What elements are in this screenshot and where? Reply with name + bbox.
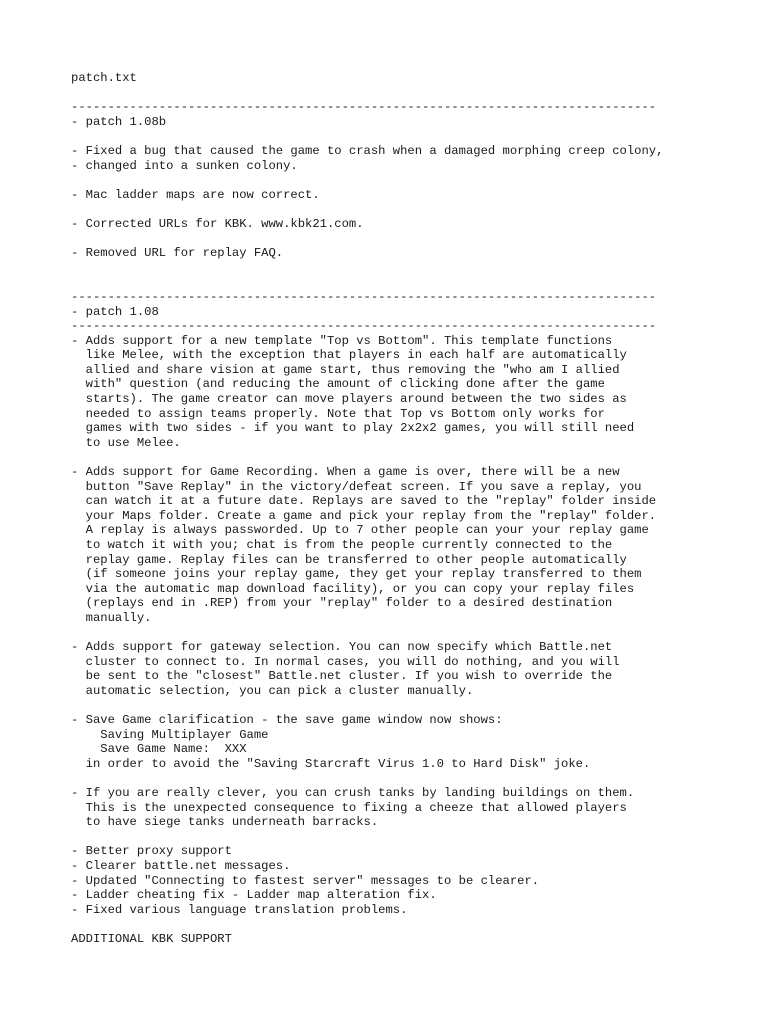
text-line: with" question (and reducing the amount of clicking done after the game — [71, 377, 605, 392]
text-line: games with two sides - if you want to play 2x2x2 games, you will still need — [71, 421, 635, 436]
text-line: cluster to connect to. In normal cases, you will do nothing, and you will — [71, 654, 620, 669]
text-line — [71, 917, 751, 932]
patch-notes-document — [71, 71, 751, 947]
text-line: can watch it at a future date. Replays are saved to the "replay" folder inside — [71, 494, 657, 509]
text-line: - Ladder cheating fix - Ladder map alteration fix. — [71, 888, 437, 903]
text-line — [71, 772, 751, 787]
text-line: A replay is always passworded. Up to 7 other people can your your replay game — [71, 523, 649, 538]
text-line: - Corrected URLs for KBK. www.kbk21.com. — [71, 216, 364, 231]
text-line: -------------------------------------------------------------------------------- — [71, 100, 657, 115]
text-line: (if someone joins your replay game, they get your replay transferred to them — [71, 567, 642, 582]
text-line: replay game. Replay files can be transferred to other people automatically — [71, 552, 627, 567]
text-line — [71, 173, 751, 188]
text-line: - patch 1.08 — [71, 304, 159, 319]
text-line: Save Game Name: XXX — [71, 742, 247, 757]
text-line: needed to assign teams properly. Note that Top vs Bottom only works for — [71, 406, 605, 421]
text-line: to watch it with you; chat is from the people currently connected to the — [71, 538, 613, 552]
text-line: to use Melee. — [71, 435, 181, 450]
text-line: - Save Game clarification - the save game window now shows: — [71, 713, 503, 728]
text-line: Saving Multiplayer Game — [71, 727, 269, 742]
text-line: starts). The game creator can move players around between the two sides as — [71, 392, 627, 407]
text-line: button "Save Replay" in the victory/defeat screen. If you save a replay, you — [71, 479, 642, 494]
text-line: be sent to the "closest" Battle.net cluster. If you wish to override the — [71, 669, 613, 684]
text-line — [71, 626, 751, 641]
text-line — [71, 261, 751, 276]
text-line: via the automatic map download facility), or you can copy your replay files — [71, 581, 635, 596]
text-line: (replays end in .REP) from your "replay" folder to a desired destination — [71, 596, 613, 611]
text-line: This is the unexpected consequence to fixing a cheeze that allowed players — [71, 800, 627, 815]
text-line — [71, 830, 751, 845]
text-line — [71, 450, 751, 465]
text-line: - patch 1.08b — [71, 114, 167, 129]
text-line: - Fixed a bug that caused the game to crash when a damaged morphing creep colony, — [71, 143, 664, 158]
text-line: - Clearer battle.net messages. — [71, 859, 291, 874]
text-line: patch.txt — [71, 71, 137, 85]
text-line: -------------------------------------------------------------------------------- — [71, 289, 657, 304]
text-line: your Maps folder. Create a game and pick your replay from the "replay" folder. — [71, 508, 657, 523]
text-line: ADDITIONAL KBK SUPPORT — [71, 932, 232, 947]
text-line: manually. — [71, 610, 152, 625]
text-line: - Adds support for Game Recording. When a game is over, there will be a new — [71, 465, 620, 480]
text-line: like Melee, with the exception that players in each half are automatically — [71, 348, 627, 363]
text-line — [71, 699, 751, 714]
text-line: allied and share vision at game start, thus removing the "who am I allied — [71, 362, 620, 377]
text-line: - Fixed various language translation problems. — [71, 902, 408, 917]
text-line: - Removed URL for replay FAQ. — [71, 246, 284, 261]
text-line: in order to avoid the "Saving Starcraft Virus 1.0 to Hard Disk" joke. — [71, 756, 591, 771]
text-line: - Updated "Connecting to fastest server" messages to be clearer. — [71, 873, 540, 888]
text-line: - Better proxy support — [71, 844, 232, 859]
text-line: to have siege tanks underneath barracks. — [71, 815, 379, 830]
text-line: - Adds support for gateway selection. You can now specify which Battle.net — [71, 640, 613, 655]
text-line: - Mac ladder maps are now correct. — [71, 187, 320, 202]
text-line — [71, 86, 751, 101]
text-line — [71, 129, 751, 144]
text-line — [71, 275, 751, 290]
text-line: - changed into a sunken colony. — [71, 158, 298, 173]
text-line — [71, 232, 751, 247]
text-line: automatic selection, you can pick a cluster manually. — [71, 683, 474, 698]
text-line: -------------------------------------------------------------------------------- — [71, 319, 657, 334]
text-line: - If you are really clever, you can crush tanks by landing buildings on them. — [71, 786, 635, 801]
text-line — [71, 202, 751, 217]
text-line: - Adds support for a new template "Top vs Bottom". This template functions — [71, 333, 613, 348]
